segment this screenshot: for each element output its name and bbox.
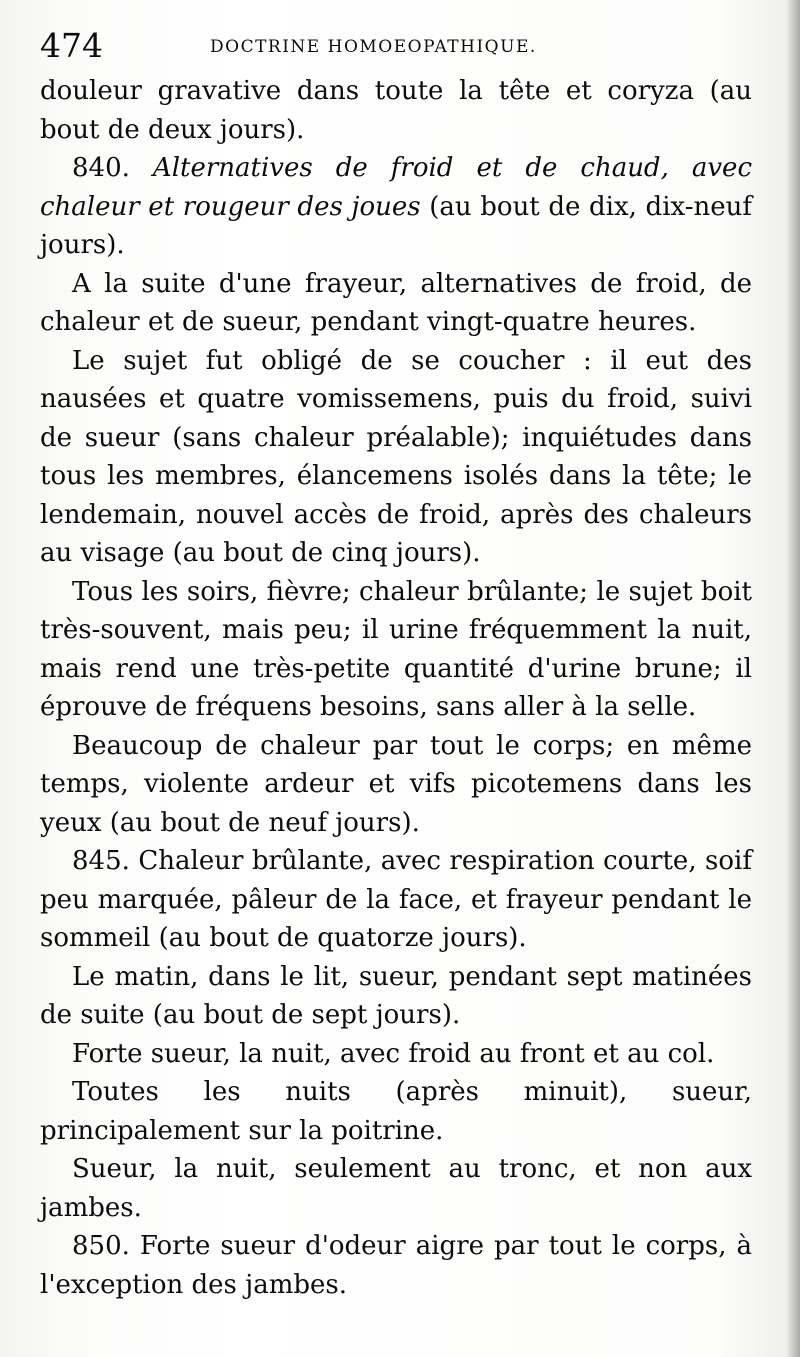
- body-text: [40, 72, 752, 1304]
- paragraph: Le matin, dans le lit, sueur, pendant sept matinées de suite (au bout de sept jours).: [40, 961, 752, 1030]
- paragraph: Toutes les nuits (après minuit), sueur, principalement sur la poitrine.: [40, 1077, 752, 1146]
- page-number: 474: [40, 26, 103, 65]
- page-spine-shadow: [786, 0, 800, 1357]
- paragraph: Le sujet fut obligé de se coucher : il eut des nausées et quatre vomissemens, puis du froid, suivi de sueur (sans chaleur préalable); inquiétudes dans tous les membres, élancemens isolés dans la tête; le lendemain, nouvel accès de froid, après des chaleurs au visage (au bout de cinq jours).: [40, 345, 752, 568]
- paragraph: Tous les soirs, fièvre; chaleur brûlante; le sujet boit très-souvent, mais peu; il urine fréquemment la nuit, mais rend une très-petite quantité d'urine brune; il éprouve de fréquens besoins, sans aller à la selle.: [40, 576, 752, 722]
- paragraph-continued: douleur gravative dans toute la tête et coryza (au bout de deux jours).: [40, 76, 752, 145]
- paragraph-number: 840.: [72, 153, 130, 183]
- paragraph: Forte sueur, la nuit, avec froid au front et au col.: [72, 1038, 715, 1069]
- paragraph-840: 840. Alternatives de froid et de chaud, avec chaleur et rougeur des joues (au bout de dix, dix-neuf jours).: [40, 153, 753, 260]
- running-head: DOCTRINE HOMOEOPATHIQUE.: [210, 37, 537, 57]
- symptom-italic: Alternatives de froid et de chaud, avec chaleur et rougeur des joues: [40, 153, 753, 222]
- page-header: [40, 26, 760, 66]
- paragraph-number: 850.: [72, 1231, 130, 1261]
- paragraph: Beaucoup de chaleur par tout le corps; en même temps, violente ardeur et vifs picotemens dans les yeux (au bout de neuf jours).: [40, 730, 752, 838]
- paragraph-850: 850. Forte sueur d'odeur aigre par tout le corps, à l'exception des jambes.: [40, 1231, 752, 1300]
- paragraph-number: 845.: [72, 846, 130, 876]
- paragraph-845: 845. Chaleur brûlante, avec respiration courte, soif peu marquée, pâleur de la face, et frayeur pendant le sommeil (au bout de quatorze jours).: [40, 846, 752, 953]
- paragraph: Sueur, la nuit, seulement au tronc, et non aux jambes.: [40, 1154, 752, 1223]
- paragraph: A la suite d'une frayeur, alternatives de froid, de chaleur et de sueur, pendant vingt-quatre heures.: [40, 268, 752, 337]
